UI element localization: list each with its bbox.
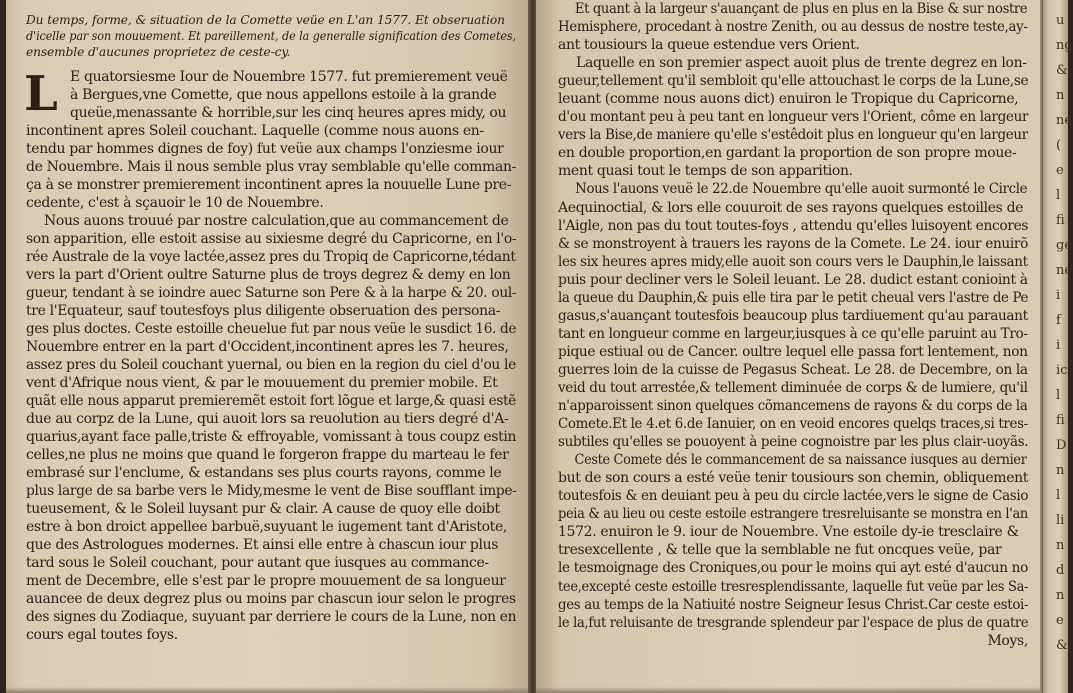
text-line: embrasé sur l'enclume, & estandans ses plus courts rayons, comme le	[26, 465, 502, 481]
text-line: le tesmoignage des Croniques,ou pour le moins qui ayt esté d'aucun no	[558, 560, 1028, 577]
text-line: ça à se monstrer premierement incontinent apres la nouuelle Lune pre-	[26, 177, 512, 193]
text-line: des signes du Zodiaque, suyuant par derriere le cours de la Lune, non en	[26, 609, 517, 625]
edge-glyph: fi	[1056, 413, 1065, 428]
text-line: celles,ne plus ne moins que quand le forgeron frappe du marteau le fer	[26, 447, 509, 463]
next-page-edge	[1040, 0, 1073, 693]
text-line: ment de Decembre, elle s'est par le propre mouuement de sa longueur	[26, 573, 506, 589]
right-body-text	[558, 0, 1028, 650]
text-line: Et quant à la largeur s'auançant de plus en plus en la Bise & sur nostre	[574, 1, 1028, 17]
text-line: ges plus doctes. Ceste estoille cheuelue fut par nous veüe le susdict 16. de	[26, 321, 517, 337]
text-line: Nouembre entrer en la part d'Occident,incontinent apres les 7. heures,	[26, 339, 509, 355]
text-line: tant en longueur comme en largeur,iusques à ce qu'elle paruint au Tro-	[558, 325, 1028, 342]
text-line: Comete.Et le 4.et 6.de Ianuier, on en veoid encores quelqs traces,si tres-	[558, 416, 1028, 433]
edge-glyph: i	[1056, 288, 1061, 303]
text-line: le la,fut reluisante de tresgrande splendeur par l'espace de plus de quatre	[558, 614, 1029, 631]
text-line: l'Aigle, non pas du tout toutes-foys , attendu qu'elles luisoyent encores	[558, 217, 1029, 234]
text-line: assez pres du Soleil couchant yuernal, ou bien en la region du ciel d'ou le	[26, 357, 516, 373]
text-line: estre à bon droict appellee barbuë,suyuant le iugement tant d'Aristote,	[26, 519, 507, 535]
edge-glyph: e	[1056, 613, 1064, 628]
text-line: tee,excepté ceste estoille tresresplendissante, laquelle fut veüe par les Sa-	[558, 578, 1029, 595]
text-line: cours egal toutes foys.	[26, 627, 178, 643]
edge-glyph: ic	[1056, 363, 1068, 378]
edge-glyph: d	[1056, 563, 1065, 578]
text-line: veid du tout arrestée,& tellement diminuée de corps & de lumiere, qu'il	[558, 379, 1028, 396]
edge-glyph: e	[1056, 163, 1064, 178]
text-line: tard sous le Soleil couchant, pour autant que iusques au commance-	[26, 555, 489, 571]
text-line: 1572. enuiron le 9. iour de Nouembre. Vne estoile dy-ie tresclaire &	[558, 524, 1019, 541]
left-page	[6, 0, 530, 693]
text-line: tendu par hommes dignes de foy) fut veüe aux champs l'onziesme iour	[26, 141, 504, 157]
text-line: son apparition, elle estoit assise au sixiesme degré du Capricorne, en l'o-	[26, 231, 517, 247]
edge-glyph: i	[1056, 338, 1061, 353]
text-line: peia & au lieu ou ceste estoile estrangere tresreluisante se monstra en l'an	[558, 506, 1028, 523]
text-line: incontinent apres Soleil couchant. Laquelle (comme nous auons en-	[26, 123, 484, 139]
edge-glyph: fi	[1056, 213, 1065, 228]
edge-glyph: n	[1056, 588, 1065, 603]
text-line: en double proportion,en gardant la proportion de son propre moue-	[558, 145, 1017, 162]
drop-cap: L	[24, 66, 58, 122]
text-line: vers la part d'Orient oultre Saturne plus de troys degrez & demy en lon	[26, 267, 511, 283]
text-line: cedente, c'est à sçauoir le 10 de Nouembre.	[26, 195, 324, 211]
text-line: ment quasi tout le temps de son apparition.	[558, 163, 853, 180]
edge-glyph: l	[1056, 388, 1061, 403]
right-page	[536, 0, 1040, 693]
edge-glyph: f	[1056, 313, 1061, 328]
edge-glyph: l	[1056, 188, 1061, 203]
edge-glyph: (	[1056, 138, 1062, 153]
text-line: pique estiual ou de Cancer. oultre lequel elle passa fort lentement, non	[558, 343, 1028, 360]
page-shadow	[6, 687, 530, 693]
text-line: à Bergues,vne Comette, que nous appellons estoile à la grande	[70, 87, 497, 103]
text-line: & se monstroyent à trauers les rayons de la Comete. Le 24. iour enuirõ	[558, 235, 1028, 252]
text-line: tresexcellente , & telle que la semblable ne fut oncques veüe, par	[558, 542, 1002, 559]
edge-glyph: n	[1056, 463, 1065, 478]
page-header	[26, 12, 516, 60]
text-line: gueur,tellement qu'il sembloit qu'elle attouchast le corps de la Lune,se	[558, 73, 1029, 90]
edge-glyph: ge	[1056, 238, 1073, 253]
edge-glyph: D	[1056, 438, 1067, 453]
edge-glyph: &	[1056, 638, 1068, 653]
text-line: tre l'Equateur, sauf toutesfoys plus diligente obseruation des persona-	[26, 303, 501, 319]
text-line: que des Astrologues modernes. Et ainsi elle entre à chascun iour plus	[26, 537, 499, 553]
text-line: auancee de deux degrez plus ou moins par chascun iour selon le progres	[26, 591, 516, 607]
text-line: tueusement, & le Soleil luysant pur & clair. A cause de quoy elle doibt	[26, 501, 500, 517]
edge-glyph: ne	[1056, 263, 1073, 278]
edge-glyph: l	[1056, 488, 1061, 503]
text-line: ant tousiours la queue estendue vers Orient.	[558, 37, 860, 54]
text-line: Moys,	[987, 632, 1028, 649]
text-line: les six heures apres midy,elle auoit son cours vers le Dauphin,le laissant	[558, 253, 1028, 270]
text-line: guerres loin de la cuisse de Pegasus Scheat. Le 28. de Decembre, on la	[558, 361, 1028, 378]
text-line: Nous auons trouué par nostre calculation,que au commancement de	[44, 213, 509, 229]
text-line: n'apparoissent sinon quelques cõmancemens de rayons & du corps de la	[558, 398, 1028, 415]
text-line: d'ou montant peu à peu tant en longueur vers l'Orient, côme en largeur	[558, 109, 1029, 126]
text-line: Laquelle en son premier aspect auoit plus de trente degrez en lon-	[576, 55, 1027, 72]
page-shadow	[536, 687, 1040, 693]
text-line: de Nouembre. Mais il nous semble plus vray semblable qu'elle comman-	[26, 159, 517, 175]
text-line: Ceste Comete dés le commancement de sa naissance iusques au dernier	[574, 452, 1027, 469]
header-line: ensemble d'aucunes proprietez de ceste-cy.	[26, 45, 291, 59]
header-line: Du temps, forme, & situation de la Comette veüe en L'an 1577. Et obseruation	[26, 13, 505, 27]
text-line: leuant (comme nous auons dict) enuiron le Tropique du Capricorne,	[558, 91, 1019, 108]
text-line: due au corpz de la Lune, qui auoit lors sa reuolution au tiers degré d'A-	[26, 411, 509, 427]
text-line: queüe,menassante & horrible,sur les cinq heures apres midy, ou	[70, 105, 507, 121]
text-line: gasus,s'auançant toutesfois beaucoup plus tardiuement qu'au parauant	[558, 307, 1028, 324]
text-line: Hemisphere, procedant à nostre Zenith, ou au dessus de nostre teste,ay-	[558, 19, 1028, 36]
text-line: plus large de sa barbe vers le Midy,mesme le vent de Bise soufflant impe-	[26, 483, 517, 499]
text-line: puis pour decliner vers le Soleil leuant. Le 28. dudict estant conioint à	[558, 271, 1028, 288]
text-line: rée Australe de la voye lactée,assez pres du Tropiq de Capricorne,tédant	[26, 249, 516, 265]
text-line: vent d'Afrique nous vient, & par le mouuement du premier mobile. Et	[26, 375, 498, 391]
header-line: d'icelle par son mouuement. Et pareillement, de la generalle signification des Cometes,	[26, 29, 517, 43]
edge-glyph: n	[1056, 88, 1065, 103]
left-body-text	[26, 68, 516, 644]
edge-glyph: ne	[1056, 113, 1073, 128]
text-line: quãt elle nous apparut premieremẽt estoit fort lõgue et large,& quasi estẽ	[26, 393, 516, 409]
text-line: subtiles qu'elles se pouoyent à peine cognoistre par les plus clair-uoyãs.	[558, 434, 1029, 451]
text-line: quarius,ayant face palle,triste & effroyable, vomissant à tous coupz estin	[26, 429, 517, 445]
edge-glyph: n	[1056, 538, 1065, 553]
text-line: Aequinoctial, & lors elle couuroit de ses rayons quelques estoilles de	[558, 199, 1024, 216]
edge-glyph: ng	[1056, 38, 1073, 53]
edge-rule	[1042, 0, 1043, 693]
text-line: vers la Bise,de maniere qu'elle s'estêdoit plus en longueur qu'en largeur	[558, 127, 1028, 144]
text-line: ges au temps de la Natiuité nostre Seigneur Iesus Christ.Car ceste estoi-	[558, 596, 1029, 613]
text-line: toutesfois & en deuiant peu à peu du circle lactée,vers le signe de Casio	[558, 488, 1029, 505]
text-line: but de son cours a esté veüe tenir tousiours son chemin, obliquement	[558, 470, 1029, 487]
text-line: gueur, tendant à se ioindre auec Saturne son Pere & à la harpe & 20. oul-	[26, 285, 517, 301]
edge-glyph: &	[1056, 63, 1068, 78]
text-line: E quatorsiesme Iour de Nouembre 1577. fut premierement veuë	[70, 69, 508, 85]
text-line: la queue du Dauphin,& puis elle tira par le petit cheual vers l'astre de Pe	[558, 289, 1029, 306]
text-line: Nous l'auons veuë le 22.de Nouembre qu'elle auoit surmonté le Circle	[575, 181, 1028, 198]
edge-glyph: u	[1056, 13, 1065, 28]
edge-glyph: li	[1056, 513, 1065, 528]
